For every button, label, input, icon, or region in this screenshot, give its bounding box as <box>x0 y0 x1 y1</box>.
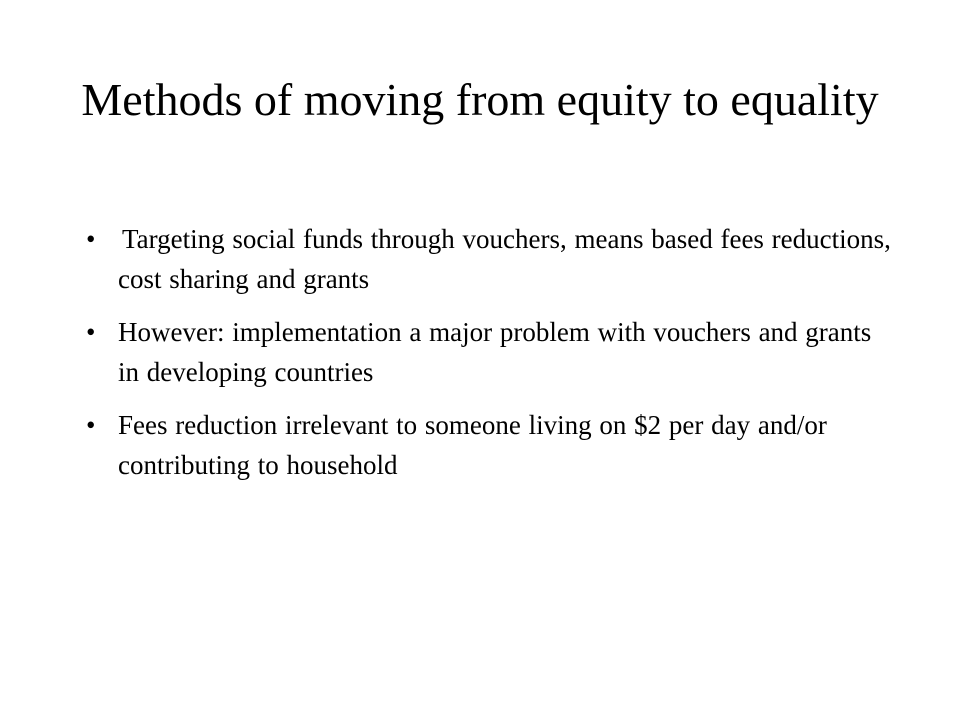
bullet-text: Targeting social funds through vouchers, means based fees reductions, cost sharing and grants <box>118 224 891 294</box>
bullet-item <box>86 312 896 392</box>
bullet-item <box>86 405 896 485</box>
bullet-dot: • <box>86 410 96 440</box>
bullet-item <box>86 219 896 299</box>
slide-title: Methods of moving from equity to equality <box>81 74 879 125</box>
bullet-list <box>86 219 896 498</box>
bullet-text: However: implementation a major problem with vouchers and grants in developing countries <box>118 317 872 387</box>
bullet-dot: • <box>86 224 96 254</box>
bullet-dot: • <box>86 317 96 347</box>
bullet-text: Fees reduction irrelevant to someone living on $2 per day and/or contributing to household <box>118 410 827 480</box>
